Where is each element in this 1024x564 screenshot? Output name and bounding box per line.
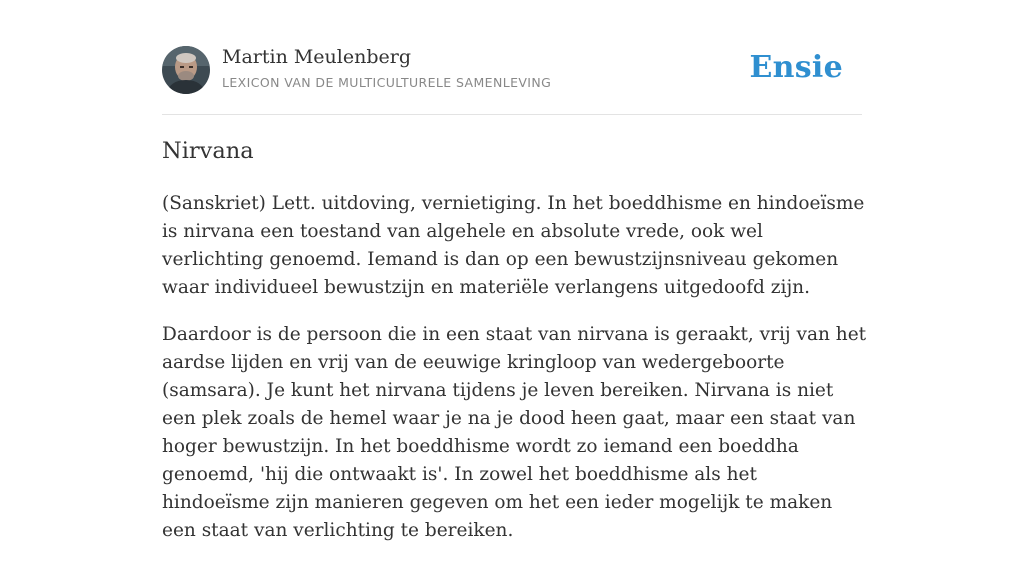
author-photo-icon — [162, 46, 210, 94]
work-title[interactable]: LEXICON VAN DE MULTICULTURELE SAMENLEVING — [222, 75, 552, 90]
paragraph: Daardoor is de persoon die in een staat van nirvana is geraakt, vrij van het aardse lijden en vrij van de eeuwige kringloop van wedergeboorte (samsara). Je kunt het nirvana tijdens je leven bereiken. Nirvana is niet een plek zoals de hemel waar je na je dood heen gaat, maar een staat van hoger bewustzijn. In het boeddhisme wordt zo iemand een boeddha genoemd, 'hij die ontwaakt is'. In zowel het boeddhisme als het hindoeïsme zijn manieren gegeven om het een ieder mogelijk te maken een staat van verlichting te bereiken. — [162, 324, 867, 541]
page-title: Nirvana — [162, 138, 254, 164]
article-body — [162, 190, 867, 564]
avatar[interactable] — [162, 46, 210, 94]
paragraph: (Sanskriet) Lett. uitdoving, vernietiging. In het boeddhisme en hindoeïsme is nirvana een toestand van algehele en absolute vrede, ook wel verlichting genoemd. Iemand is dan op een bewustzijnsniveau gekomen waar individueel bewustzijn en materiële verlangens uitgedoofd zijn. — [162, 193, 865, 298]
ensie-logo[interactable]: Ensie — [749, 50, 843, 85]
author-name[interactable]: Martin Meulenberg — [222, 46, 411, 68]
header — [162, 46, 862, 115]
